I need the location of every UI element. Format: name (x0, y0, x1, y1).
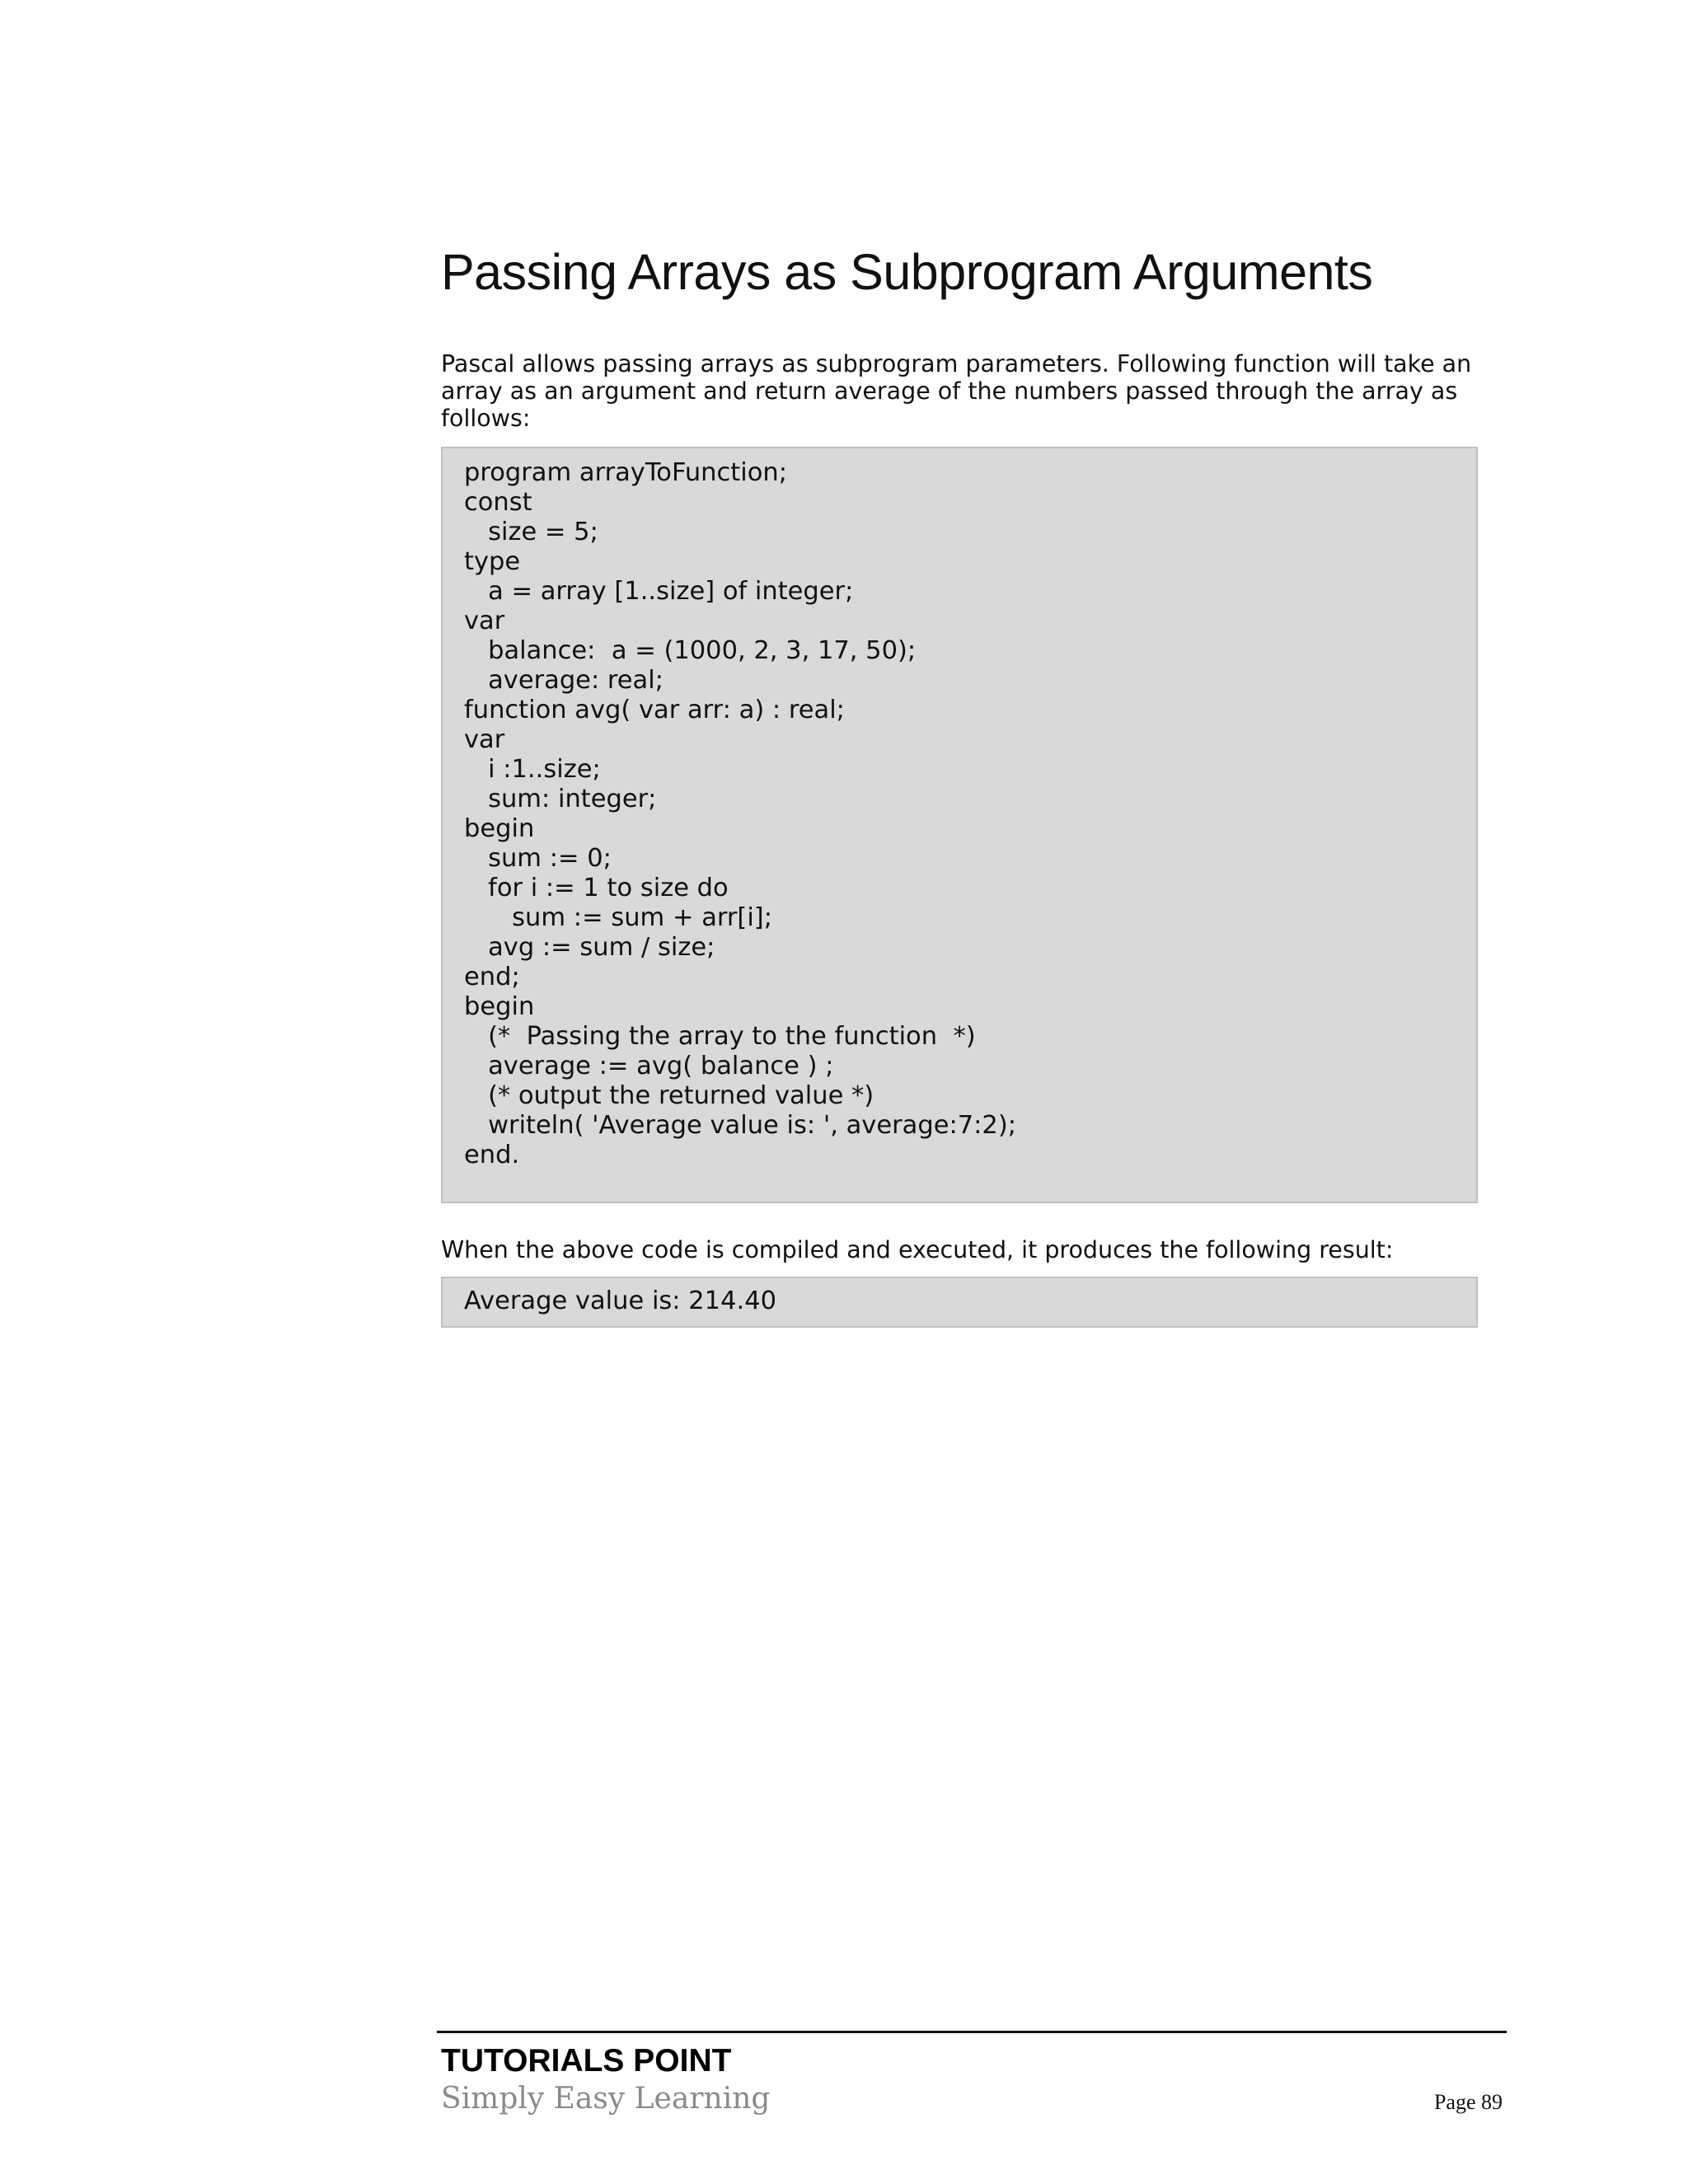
footer-divider (437, 2031, 1507, 2033)
intro-paragraph: Pascal allows passing arrays as subprogram parameters. Following function will take an array as an argument and return average of the numbers passed through the array as follows: (441, 350, 1472, 432)
program-output: Average value is: 214.40 (464, 1286, 777, 1315)
code-block (441, 447, 1478, 1203)
page-number: Page 89 (1433, 2090, 1503, 2114)
page-title: Passing Arrays as Subprogram Arguments (441, 244, 1373, 300)
result-intro-text: When the above code is compiled and executed, it produces the following result: (441, 1236, 1394, 1263)
code-listing: program arrayToFunction; const size = 5; type a = array [1..size] of integer; var balance: a = (1000, 2, 3, 17, 50); average: real; function avg( var arr: a) : real; var i :1..size; sum: integer; begin sum := 0; for i := 1 to size do sum := sum + arr[i]; avg := sum / size; end; begin (* Passing the array to the function *) average := avg( balance ) ; (* output the returned value *) writeln( 'Average value is: ', average:7:2); end. (464, 458, 1017, 1169)
output-block (441, 1277, 1478, 1328)
footer-tagline: Simply Easy Learning (441, 2082, 771, 2116)
footer-brand: TUTORIALS POINT (441, 2043, 732, 2079)
